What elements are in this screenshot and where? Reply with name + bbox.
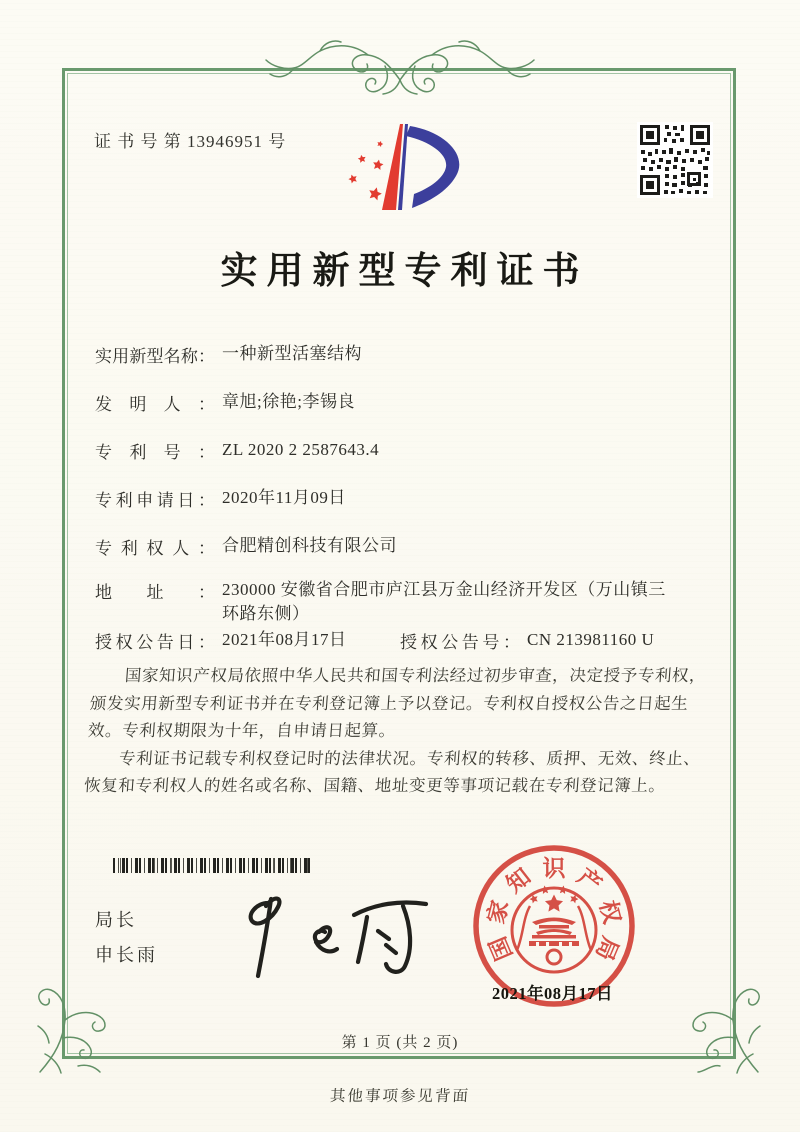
director-name-label: 申长雨 [95, 945, 158, 965]
legal-text-block [83, 662, 715, 800]
field-label: 实用新型名称： [95, 347, 215, 366]
field-value: 一种新型活塞结构 [222, 344, 362, 363]
field-value: 2021年08月17日 [222, 630, 347, 649]
qr-code [637, 122, 713, 198]
field-value: ZL 2020 2 2587643.4 [222, 440, 380, 459]
seal-char: 权 [594, 897, 625, 927]
field-value: 2020年11月09日 [222, 488, 346, 507]
field-row-patent-number [95, 438, 715, 463]
field-row-address [95, 578, 715, 626]
seal-char: 国 [485, 932, 518, 964]
field-row-invention-name [95, 342, 715, 367]
seal-date: 2021年08月17日 [492, 984, 613, 1003]
seal-char: 家 [483, 897, 514, 927]
field-value: 230000 安徽省合肥市庐江县万金山经济开发区（万山镇三环路东侧） [222, 580, 666, 623]
field-value: 合肥精创科技有限公司 [222, 536, 397, 555]
barcode [113, 858, 310, 873]
field-row-filing-date [95, 486, 715, 511]
seal-char: 识 [542, 856, 566, 881]
field-label: 授权公告号： [400, 633, 520, 652]
seal-char: 产 [572, 863, 607, 898]
field-label: 授权公告日： [95, 633, 215, 652]
certificate-number: 证 书 号 第 13946951 号 [94, 132, 287, 151]
seal-char: 知 [501, 863, 536, 898]
field-label: 专利申请日： [95, 491, 215, 510]
field-label: 地址： [95, 583, 215, 602]
grant-number-pair [400, 628, 720, 653]
director-signature [222, 886, 440, 988]
field-label: 专利号： [95, 443, 215, 462]
field-label: 专利权人： [95, 539, 215, 558]
field-row-inventors [95, 390, 715, 415]
director-title-label: 局长 [95, 910, 137, 930]
seal-char: 局 [590, 932, 623, 964]
cnipa-logo [340, 114, 490, 218]
field-value: 章旭;徐艳;李锡良 [222, 392, 355, 411]
top-flourish-ornament-icon [263, 36, 537, 98]
legal-paragraph-1: 国家知识产权局依照中华人民共和国专利法经过初步审查，决定授予专利权，颁发实用新型专利证书并在专利登记簿上予以登记。专利权自授权公告之日起生效。专利权期限为十年，自申请日起算。 [87, 666, 707, 740]
certificate-title: 实用新型专利证书 [220, 251, 589, 292]
field-label: 发明人： [95, 395, 215, 414]
back-side-note: 其他事项参见背面 [329, 1088, 471, 1105]
field-row-grant [95, 628, 715, 653]
field-value: CN 213981160 U [527, 630, 655, 649]
page-number: 第 1 页 (共 2 页) [341, 1035, 459, 1051]
field-row-patentee [95, 534, 715, 559]
national-emblem-icon [512, 885, 596, 972]
legal-paragraph-2: 专利证书记载专利权登记时的法律状况。专利权的转移、质押、无效、终止、恢复和专利权人的姓名或名称、国籍、地址变更等事项记载在专利登记簿上。 [83, 748, 702, 795]
